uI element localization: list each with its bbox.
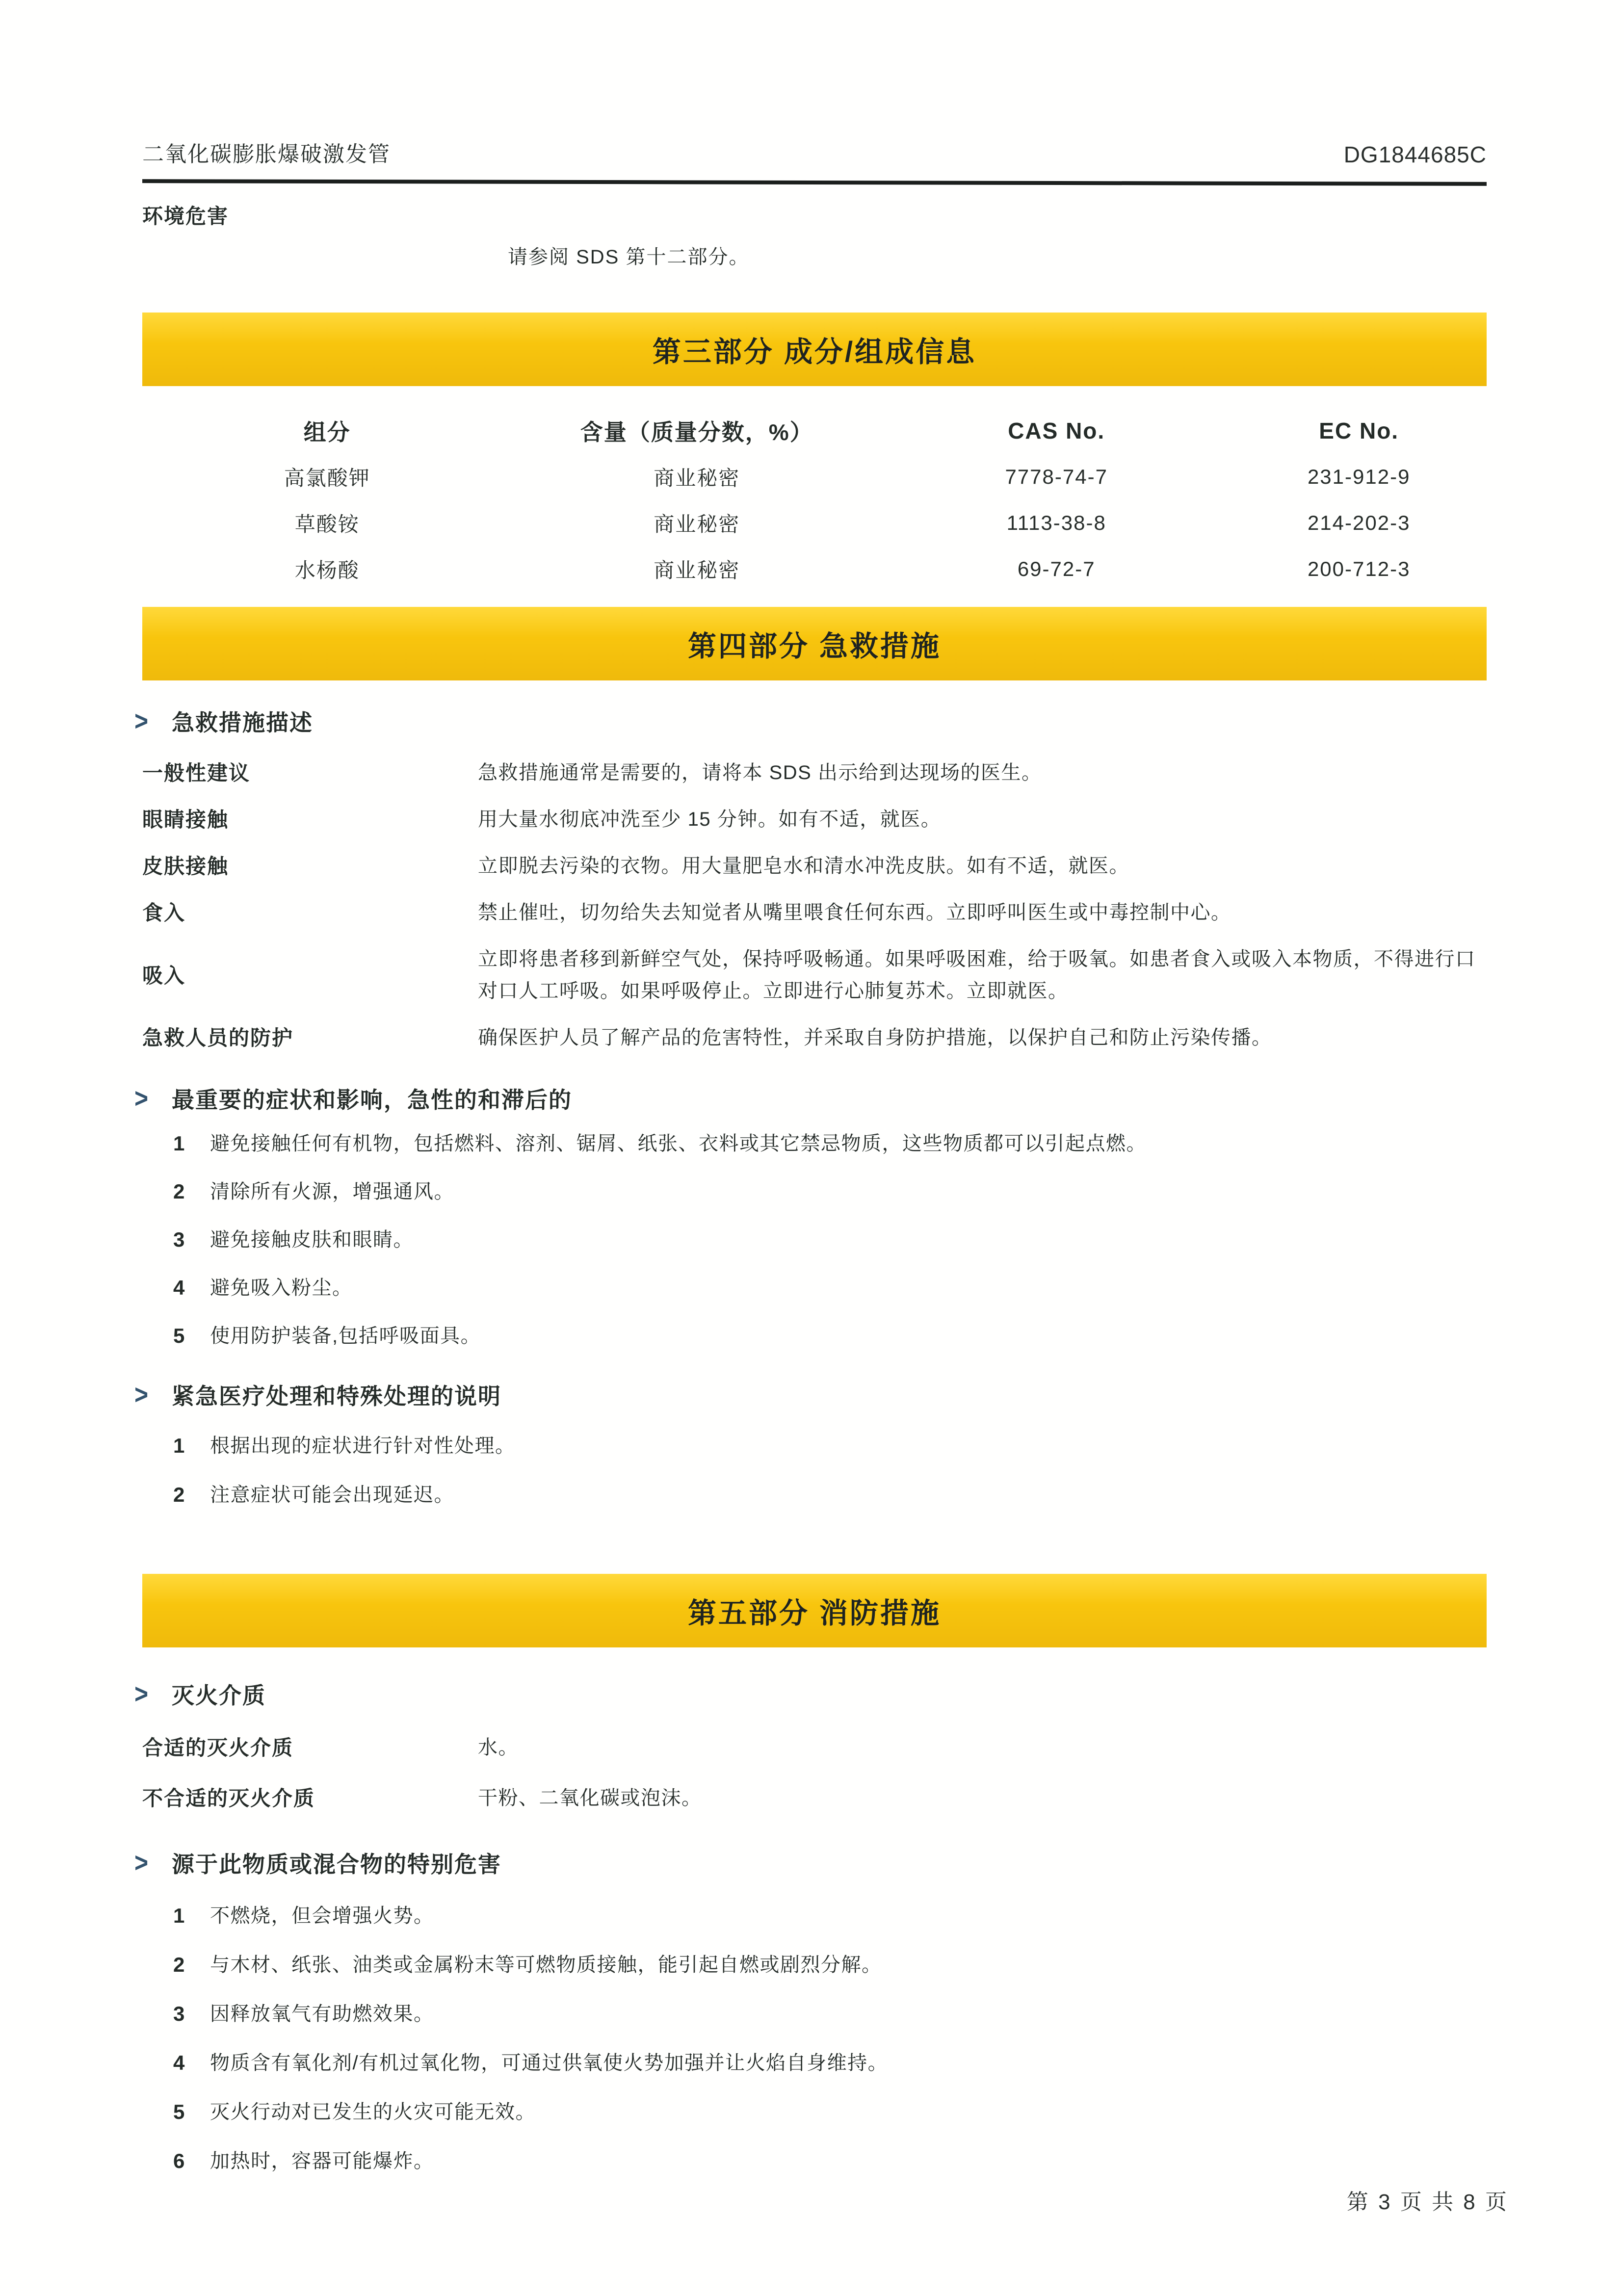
list-item-text: 因释放氧气有助燃效果。 bbox=[210, 2003, 434, 2025]
list-item bbox=[142, 1999, 1487, 2029]
page-number: 第 3 页 共 8 页 bbox=[1346, 2190, 1509, 2214]
table-row bbox=[142, 454, 1487, 500]
list-item bbox=[142, 1950, 1487, 1980]
list-item-text: 使用防护装备,包括呼吸面具。 bbox=[210, 1325, 481, 1347]
row-value: 水。 bbox=[478, 1737, 519, 1758]
list-item bbox=[142, 1480, 1487, 1510]
list-item-text: 物质含有氧化剂/有机过氧化物，可通过供氧使火势加强并让火焰自身维持。 bbox=[210, 2052, 889, 2074]
table-row bbox=[142, 546, 1487, 592]
list-item-number: 1 bbox=[173, 1434, 185, 1457]
table-row bbox=[142, 500, 1487, 546]
label-value-row bbox=[142, 850, 1487, 882]
table-cell: 1113-38-8 bbox=[1006, 511, 1106, 534]
list-item-number: 2 bbox=[173, 1483, 185, 1506]
first-aid-list bbox=[142, 757, 1487, 1054]
list-item-text: 灭火行动对已发生的火灾可能无效。 bbox=[210, 2101, 536, 2123]
symptoms-heading bbox=[134, 1083, 1487, 1115]
label-value-row bbox=[142, 804, 1487, 835]
table-cell: 商业秘密 bbox=[654, 513, 740, 536]
table-cell: 7778-74-7 bbox=[1005, 465, 1108, 488]
col-header-component: 组分 bbox=[303, 419, 351, 445]
row-value: 禁止催吐，切勿给失去知觉者从嘴里喂食任何东西。立即呼叫医生或中毒控制中心。 bbox=[478, 902, 1231, 923]
col-header-cas: CAS No. bbox=[1008, 418, 1105, 444]
list-item-text: 不燃烧，但会增强火势。 bbox=[210, 1905, 434, 1927]
list-item bbox=[142, 2097, 1487, 2127]
section3-banner bbox=[142, 313, 1487, 386]
row-label: 眼睛接触 bbox=[142, 808, 229, 831]
first-aid-description-heading bbox=[134, 706, 1487, 737]
env-hazard-note: 请参阅 SDS 第十二部分。 bbox=[508, 246, 750, 268]
list-item-number: 2 bbox=[173, 1953, 185, 1976]
list-item-text: 根据出现的症状进行针对性处理。 bbox=[210, 1435, 516, 1457]
label-value-row bbox=[142, 757, 1487, 789]
row-label: 皮肤接触 bbox=[142, 855, 229, 878]
list-item-number: 3 bbox=[173, 1228, 185, 1251]
row-label: 不合适的灭火介质 bbox=[142, 1787, 315, 1810]
symptoms-list bbox=[142, 1128, 1487, 1351]
row-label: 一般性建议 bbox=[142, 761, 251, 784]
list-item-text: 避免接触任何有机物，包括燃料、溶剂、锯屑、纸张、衣料或其它禁忌物质，这些物质都可以引起点燃。 bbox=[210, 1133, 1147, 1154]
list-item bbox=[142, 1176, 1487, 1207]
list-item bbox=[142, 1225, 1487, 1255]
table-cell: 水杨酸 bbox=[294, 559, 360, 582]
medical-treatment-heading bbox=[134, 1380, 1487, 1411]
row-value: 确保医护人员了解产品的危害特性，并采取自身防护措施，以保护自己和防止污染传播。 bbox=[478, 1027, 1272, 1048]
table-cell: 商业秘密 bbox=[654, 559, 740, 582]
table-cell: 214-202-3 bbox=[1307, 511, 1411, 534]
label-value-row bbox=[142, 1782, 1487, 1814]
section5-banner-title: 第五部分 消防措施 bbox=[687, 1597, 942, 1629]
chevron-right-icon: > bbox=[134, 1679, 150, 1709]
list-item-number: 4 bbox=[173, 2051, 185, 2074]
chevron-right-icon: > bbox=[134, 1380, 150, 1410]
table-cell: 草酸铵 bbox=[294, 513, 360, 536]
row-value: 用大量水彻底冲洗至少 15 分钟。如有不适，就医。 bbox=[478, 809, 942, 830]
section4-banner-title: 第四部分 急救措施 bbox=[687, 630, 942, 662]
table-cell: 231-912-9 bbox=[1307, 465, 1411, 488]
row-label: 吸入 bbox=[142, 964, 186, 987]
row-value: 立即将患者移到新鲜空气处，保持呼吸畅通。如果呼吸困难，给于吸氧。如患者食入或吸入本物质，不得进行口对口人工呼吸。如果呼吸停止。立即进行心肺复苏术。立即就医。 bbox=[478, 948, 1476, 1002]
row-label: 急救人员的防护 bbox=[142, 1026, 294, 1049]
table-cell: 69-72-7 bbox=[1017, 557, 1096, 580]
row-label: 食入 bbox=[142, 901, 186, 924]
medical-treatment-list bbox=[142, 1431, 1487, 1510]
table-cell: 高氯酸钾 bbox=[284, 467, 370, 490]
list-item-text: 清除所有火源，增强通风。 bbox=[210, 1181, 454, 1202]
special-hazards-list bbox=[142, 1901, 1487, 2176]
section4-banner bbox=[142, 607, 1487, 680]
composition-table bbox=[142, 408, 1487, 592]
heading-text: 最重要的症状和影响，急性的和滞后的 bbox=[172, 1087, 572, 1113]
col-header-ec: EC No. bbox=[1319, 418, 1399, 444]
table-cell: 200-712-3 bbox=[1307, 557, 1411, 580]
list-item-number: 4 bbox=[173, 1276, 185, 1299]
list-item-text: 与木材、纸张、油类或金属粉末等可燃物质接触，能引起自燃或剧烈分解。 bbox=[210, 1954, 882, 1976]
heading-text: 灭火介质 bbox=[172, 1683, 266, 1708]
list-item bbox=[142, 2048, 1487, 2078]
header-divider bbox=[142, 179, 1487, 186]
env-hazard-label: 环境危害 bbox=[142, 205, 229, 228]
row-label: 合适的灭火介质 bbox=[142, 1736, 294, 1759]
label-value-row bbox=[142, 1732, 1487, 1764]
list-item-text: 注意症状可能会出现延迟。 bbox=[210, 1484, 454, 1506]
row-value: 急救措施通常是需要的，请将本 SDS 出示给到达现场的医生。 bbox=[478, 762, 1042, 783]
composition-table-header-row bbox=[142, 408, 1487, 454]
row-value: 干粉、二氧化碳或泡沫。 bbox=[478, 1787, 702, 1809]
list-item bbox=[142, 2146, 1487, 2176]
list-item-text: 加热时，容器可能爆炸。 bbox=[210, 2150, 434, 2172]
list-item-text: 避免吸入粉尘。 bbox=[210, 1277, 353, 1299]
special-hazards-heading bbox=[134, 1848, 1487, 1879]
col-header-content: 含量（质量分数，%） bbox=[580, 419, 813, 445]
list-item-number: 5 bbox=[173, 1324, 185, 1347]
list-item bbox=[142, 1431, 1487, 1461]
list-item bbox=[142, 1901, 1487, 1931]
extinguishing-media-heading bbox=[134, 1679, 1487, 1710]
document-header bbox=[142, 0, 1487, 168]
chevron-right-icon: > bbox=[134, 706, 150, 736]
section3-banner-title: 第三部分 成分/组成信息 bbox=[652, 336, 977, 368]
label-value-row bbox=[142, 943, 1487, 1007]
label-value-row bbox=[142, 897, 1487, 929]
list-item-text: 避免接触皮肤和眼睛。 bbox=[210, 1229, 414, 1251]
list-item-number: 2 bbox=[173, 1180, 185, 1203]
list-item bbox=[142, 1273, 1487, 1303]
heading-text: 源于此物质或混合物的特别危害 bbox=[172, 1852, 501, 1877]
table-cell: 商业秘密 bbox=[654, 467, 740, 490]
list-item-number: 5 bbox=[173, 2100, 185, 2123]
section5-banner bbox=[142, 1574, 1487, 1647]
label-value-row bbox=[142, 1022, 1487, 1054]
row-value: 立即脱去污染的衣物。用大量肥皂水和清水冲洗皮肤。如有不适，就医。 bbox=[478, 855, 1129, 877]
list-item bbox=[142, 1128, 1487, 1159]
list-item-number: 1 bbox=[173, 1132, 185, 1155]
list-item-number: 3 bbox=[173, 2002, 185, 2025]
chevron-right-icon: > bbox=[134, 1848, 150, 1878]
product-name: 二氧化碳膨胀爆破激发管 bbox=[142, 142, 391, 166]
heading-text: 急救措施描述 bbox=[172, 710, 313, 735]
extinguishing-media-list bbox=[142, 1732, 1487, 1814]
heading-text: 紧急医疗处理和特殊处理的说明 bbox=[172, 1383, 501, 1409]
list-item bbox=[142, 1321, 1487, 1351]
list-item-number: 6 bbox=[173, 2149, 185, 2172]
document-number: DG1844685C bbox=[1343, 142, 1487, 167]
list-item-number: 1 bbox=[173, 1904, 185, 1927]
chevron-right-icon: > bbox=[134, 1083, 150, 1114]
